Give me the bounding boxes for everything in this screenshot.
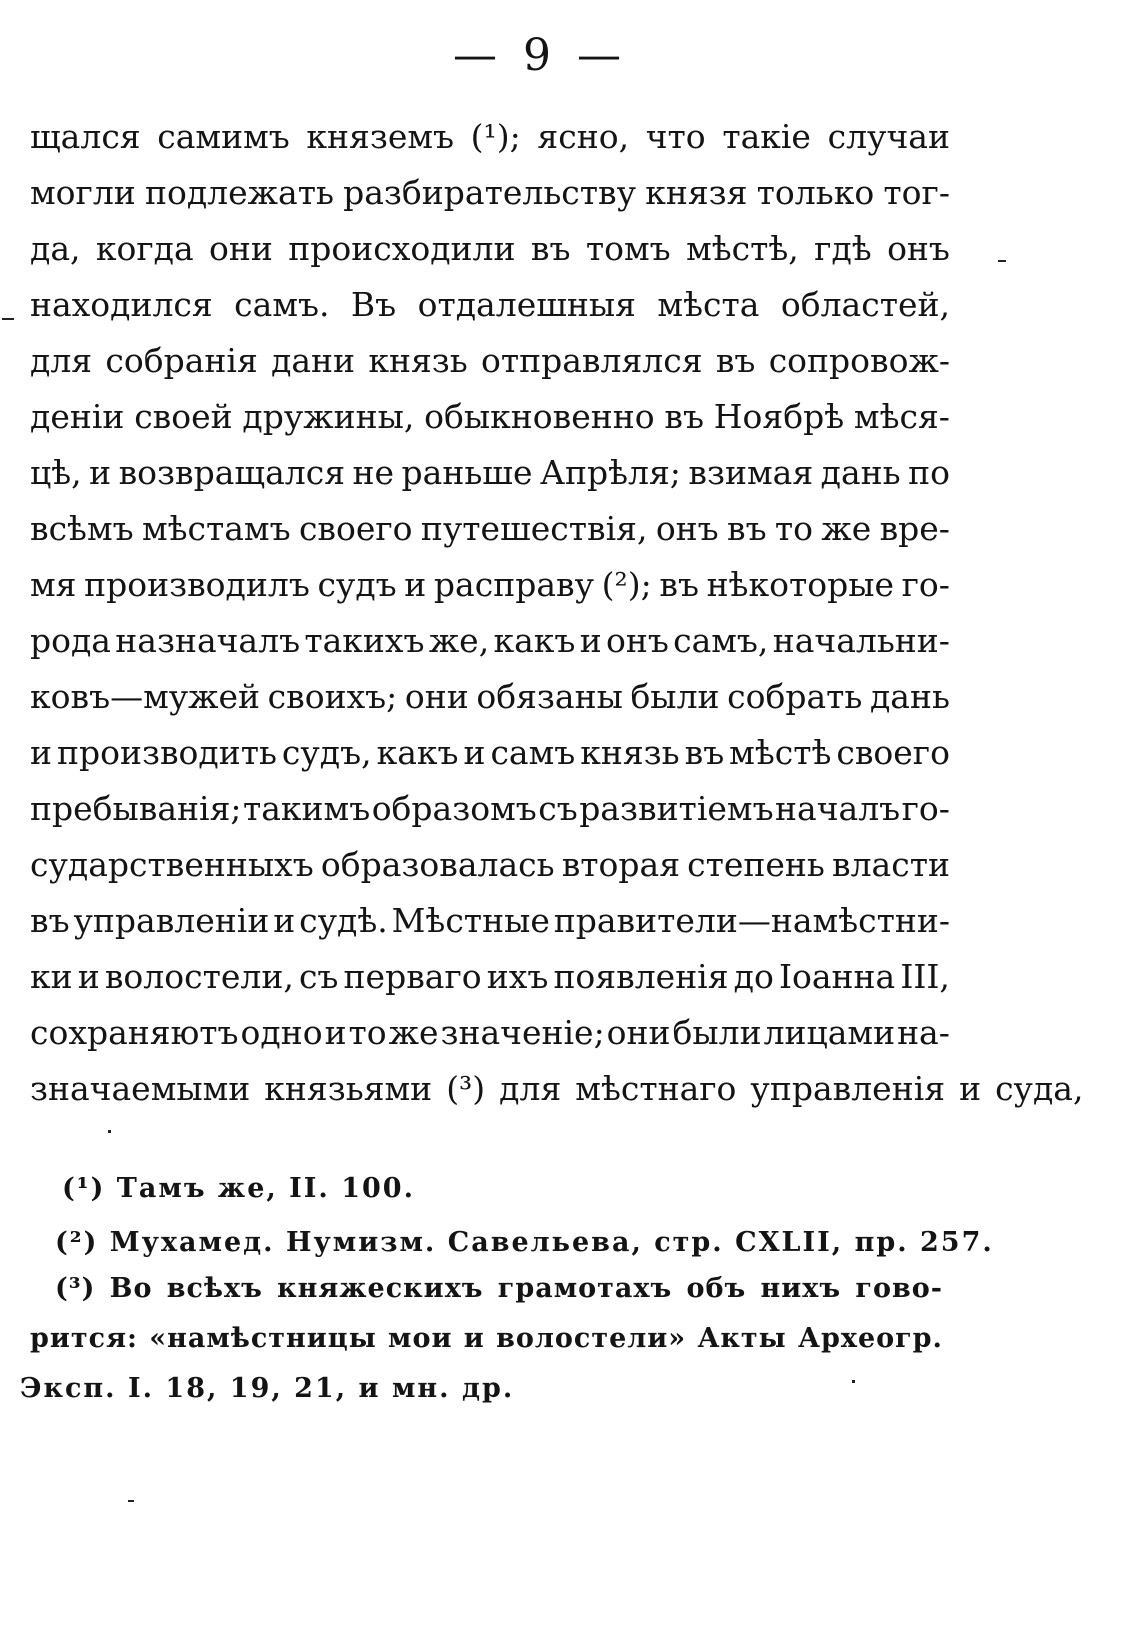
text-line xyxy=(30,835,950,895)
text-line xyxy=(30,667,950,727)
word: вторая xyxy=(561,845,681,884)
word: же, xyxy=(428,621,490,660)
word: какъ xyxy=(493,621,576,660)
word: самъ, xyxy=(673,621,769,660)
word: всѣмъ xyxy=(30,509,134,548)
word: такіе xyxy=(722,117,811,156)
word: они xyxy=(404,677,469,716)
text-line xyxy=(30,947,950,1007)
text-line xyxy=(30,499,950,559)
word: мѣстѣ xyxy=(729,733,832,772)
word: когда xyxy=(95,229,194,268)
text-line xyxy=(30,1003,950,1063)
word: назначалъ xyxy=(115,621,301,660)
word: III, xyxy=(900,957,950,996)
footnote-1: (¹) Тамъ же, II. 100. xyxy=(62,1173,415,1204)
word: самъ xyxy=(490,733,576,772)
word: мѣся- xyxy=(853,397,950,436)
word: мои xyxy=(388,1323,453,1354)
word: нѣкоторые xyxy=(706,565,894,604)
word: Во xyxy=(109,1273,153,1304)
word: ки xyxy=(30,957,73,996)
word: могли xyxy=(30,173,136,212)
word: значаемыми xyxy=(30,1069,251,1108)
footnote-3-end: Эксп. I. 18, 19, 21, и мн. др. xyxy=(20,1373,515,1404)
word: возвращался xyxy=(118,453,346,492)
word: князьями xyxy=(264,1069,433,1108)
text-line xyxy=(30,219,950,279)
text-line xyxy=(30,779,950,839)
text-line xyxy=(30,331,950,391)
word: одно xyxy=(240,1013,323,1052)
word: мѣстамъ xyxy=(141,509,291,548)
word: самъ. xyxy=(234,285,330,324)
word: ясно, xyxy=(537,117,630,156)
word: значеніе; xyxy=(440,1013,605,1052)
word: и xyxy=(324,1013,347,1052)
text-line xyxy=(30,611,950,671)
word: волостели, xyxy=(104,957,294,996)
word: волостели» xyxy=(496,1323,687,1354)
word: то xyxy=(774,509,814,548)
word: такимъ xyxy=(243,789,371,828)
text-line xyxy=(30,1059,1084,1119)
word: щался xyxy=(30,117,141,156)
word: судъ xyxy=(317,565,397,604)
word: (³) xyxy=(446,1069,486,1108)
word: не xyxy=(352,453,395,492)
word: находился xyxy=(30,285,213,324)
page-number: — 9 — xyxy=(453,30,627,81)
word: деніи xyxy=(30,397,125,436)
word: производилъ xyxy=(84,565,310,604)
word: Мѣстные xyxy=(391,901,550,940)
word: мѣста xyxy=(657,285,760,324)
text-line xyxy=(30,387,950,447)
word: всѣхъ xyxy=(166,1273,263,1304)
word: управленіи xyxy=(73,901,270,940)
word: были xyxy=(672,1013,762,1052)
text-line xyxy=(30,891,950,951)
word: (¹); xyxy=(470,117,521,156)
word: мѣстѣ, xyxy=(686,229,799,268)
word: дани xyxy=(271,341,356,380)
word: цѣ, xyxy=(30,453,82,492)
print-speck xyxy=(2,318,14,320)
word: по xyxy=(908,453,950,492)
word: своего xyxy=(836,733,950,772)
word: томъ xyxy=(585,229,671,268)
word: они xyxy=(209,229,273,268)
word: власти xyxy=(832,845,950,884)
word: такихъ xyxy=(304,621,425,660)
word: самимъ xyxy=(157,117,290,156)
footnote-3-cont xyxy=(30,1315,943,1363)
word: то xyxy=(348,1013,387,1052)
word: сопровож- xyxy=(768,341,950,380)
word: Іоанна xyxy=(778,957,896,996)
word: перваго xyxy=(343,957,482,996)
word: отдалешныя xyxy=(417,285,636,324)
word: и xyxy=(404,565,427,604)
word: гдѣ xyxy=(814,229,872,268)
word: они xyxy=(606,1013,671,1052)
word: собрать xyxy=(727,677,863,716)
word: правители—намѣстни- xyxy=(553,901,950,940)
word: го- xyxy=(901,789,950,828)
word: вре- xyxy=(879,509,950,548)
word: въ xyxy=(659,565,699,604)
word: производить xyxy=(56,733,277,772)
word: управленія xyxy=(750,1069,946,1108)
word: и xyxy=(30,733,52,772)
word: Акты xyxy=(697,1323,787,1354)
word: Археогр. xyxy=(797,1323,943,1354)
word: своихъ; xyxy=(267,677,398,716)
print-speck xyxy=(852,1380,855,1383)
word: въ xyxy=(715,341,756,380)
word: развитіемъ xyxy=(579,789,774,828)
word: Въ xyxy=(350,285,397,324)
word: дружины, xyxy=(242,397,415,436)
word: да, xyxy=(30,229,81,268)
footnote-2: (²) Мухамед. Нумизм. Савельева, стр. CXLII, пр. 257. xyxy=(55,1227,994,1258)
text-line xyxy=(30,555,950,615)
word: судѣ. xyxy=(299,901,388,940)
print-speck xyxy=(108,1130,111,1133)
word: же xyxy=(821,509,872,548)
word: гово- xyxy=(855,1273,943,1304)
word: началъ xyxy=(775,789,901,828)
word: князь xyxy=(368,341,468,380)
footnote-3 xyxy=(55,1265,943,1313)
word: суда, xyxy=(995,1069,1084,1108)
word: въ xyxy=(530,229,571,268)
word: въ xyxy=(30,901,70,940)
word: онъ xyxy=(887,229,950,268)
word: обыкновенно xyxy=(424,397,655,436)
word: степень xyxy=(687,845,825,884)
word: княжескихъ xyxy=(277,1273,484,1304)
word: (²); xyxy=(601,565,652,604)
word: мѣстнаго xyxy=(575,1069,737,1108)
text-line xyxy=(30,443,950,503)
word: были xyxy=(630,677,720,716)
text-line xyxy=(30,163,950,223)
word: и xyxy=(463,1323,485,1354)
word: «намѣстницы xyxy=(149,1323,377,1354)
word: на- xyxy=(897,1013,950,1052)
word: князя xyxy=(645,173,748,212)
word: мя xyxy=(30,565,77,604)
print-speck xyxy=(128,1500,134,1502)
word: рится: xyxy=(30,1323,138,1354)
word: онъ xyxy=(655,509,719,548)
text-line xyxy=(30,275,950,335)
word: и xyxy=(89,453,112,492)
word: ковъ—мужей xyxy=(30,677,261,716)
word: и xyxy=(579,621,602,660)
word: же xyxy=(388,1013,439,1052)
text-line xyxy=(30,107,950,167)
word: сохраняютъ xyxy=(30,1013,239,1052)
word: образомъ xyxy=(371,789,537,828)
word: отправлялся xyxy=(481,341,703,380)
word: подлежать xyxy=(144,173,334,212)
word: раньше xyxy=(401,453,533,492)
word: путешествія, xyxy=(420,509,648,548)
word: для xyxy=(499,1069,562,1108)
word: объ xyxy=(686,1273,747,1304)
word: и xyxy=(959,1069,982,1108)
word: дань xyxy=(869,677,950,716)
word: пребыванія; xyxy=(30,789,242,828)
word: въ xyxy=(684,733,725,772)
word: начальни- xyxy=(772,621,950,660)
word: рода xyxy=(30,621,111,660)
word: съ xyxy=(538,789,578,828)
word: въ xyxy=(727,509,767,548)
word: го- xyxy=(901,565,950,604)
word: расправу xyxy=(433,565,594,604)
word: судъ, xyxy=(281,733,372,772)
word: что xyxy=(645,117,706,156)
word: тог- xyxy=(883,173,950,212)
word: Апрѣля; xyxy=(540,453,681,492)
word: ихъ xyxy=(486,957,549,996)
word: лицами xyxy=(763,1013,896,1052)
word: онъ xyxy=(605,621,669,660)
text-line xyxy=(30,723,950,783)
word: съ xyxy=(298,957,339,996)
word: обязаны xyxy=(476,677,623,716)
word: и xyxy=(273,901,296,940)
word: образовалась xyxy=(320,845,555,884)
word: сударственныхъ xyxy=(30,845,314,884)
word: взимая xyxy=(688,453,814,492)
word: случаи xyxy=(827,117,950,156)
word: и xyxy=(463,733,486,772)
word: нихъ xyxy=(760,1273,842,1304)
word: княземъ xyxy=(306,117,455,156)
word: какъ xyxy=(376,733,459,772)
word: князь xyxy=(580,733,680,772)
word: грамотахъ xyxy=(497,1273,673,1304)
word: своего xyxy=(298,509,413,548)
word: и xyxy=(77,957,100,996)
word: (³) xyxy=(55,1273,96,1304)
word: до xyxy=(733,957,774,996)
word: появленія xyxy=(553,957,729,996)
word: областей, xyxy=(780,285,950,324)
word: только xyxy=(756,173,875,212)
word: для xyxy=(30,341,93,380)
word: происходили xyxy=(288,229,516,268)
print-speck xyxy=(998,260,1006,262)
word: въ xyxy=(664,397,704,436)
word: собранія xyxy=(105,341,258,380)
word: дань xyxy=(820,453,901,492)
word: разбирательству xyxy=(343,173,637,212)
word: Ноябрѣ xyxy=(713,397,845,436)
word: своей xyxy=(134,397,233,436)
